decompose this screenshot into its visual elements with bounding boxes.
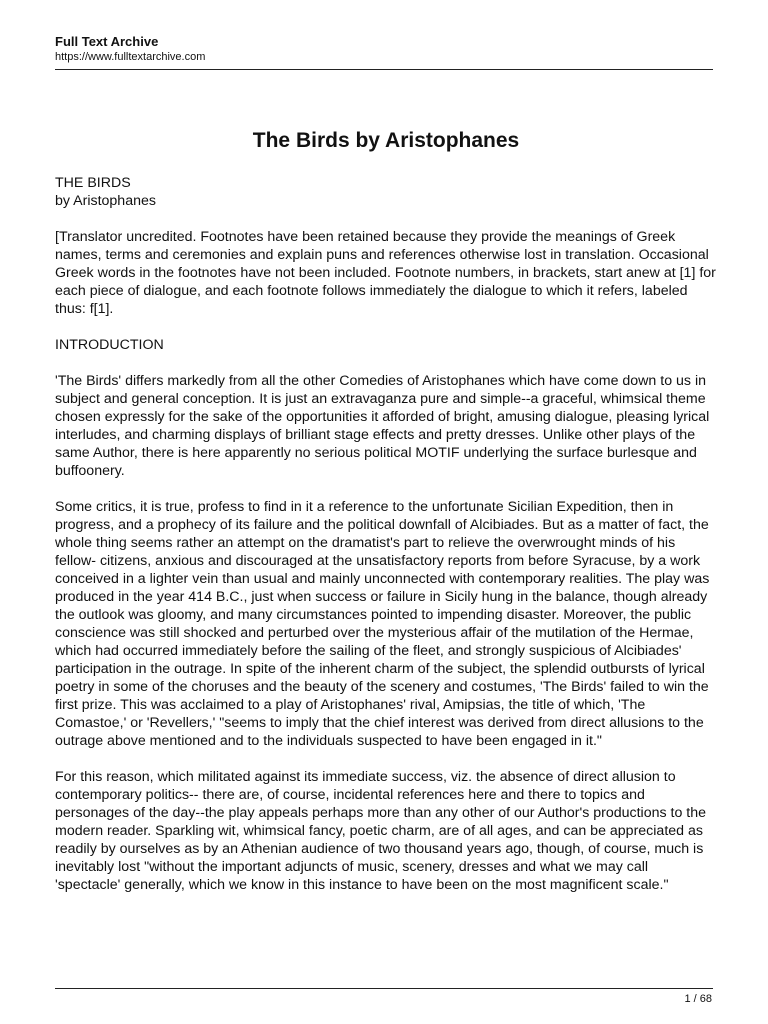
heading-line-title: THE BIRDS xyxy=(55,175,131,191)
site-url[interactable]: https://www.fulltextarchive.com xyxy=(55,51,206,63)
header-divider xyxy=(55,69,713,70)
paragraph-intro-2: Some critics, it is true, profess to find in it a reference to the unfortunate Sicilian Expedition, then in progress, and a prophecy of its failure and the political downfall of Alcibiades. But as a matter of fact, the whole thing seems rather an attempt on the dramatist's part to relieve the overwrought minds of his fellow- citizens, anxious and discouraged at the unsatisfactory reports from before Syracuse, by a work conceived in a lighter vein than usual and mainly unconnected with contemporary realities. The play was produced in the year 414 B.C., just when success or failure in Sicily hung in the balance, though already the outlook was gloomy, and many circumstances pointed to impending disaster. Moreover, the public conscience was still shocked and perturbed over the mysterious affair of the mutilation of the Hermae, which had occurred immediately before the sailing of the fleet, and strongly suspicious of Alcibiades' participation in the outrage. In spite of the inherent charm of the subject, the splendid outbursts of lyrical poetry in some of the choruses and the beauty of the scenery and costumes, 'The Birds' failed to win the first prize. This was acclaimed to a play of Aristophanes' rival, Amipsias, the title of which, 'The Comastoe,' or 'Revellers,' "seems to imply that the chief interest was derived from direct allusions to the outrage above mentioned and to the individuals suspected to have been engaged in it." xyxy=(55,499,710,749)
page-number: 1 / 68 xyxy=(684,993,712,1005)
document-body xyxy=(55,128,717,912)
section-heading-introduction: INTRODUCTION xyxy=(55,337,164,353)
heading-line-author: by Aristophanes xyxy=(55,193,156,209)
document-heading xyxy=(55,174,717,210)
paragraph-intro-3: For this reason, which militated against its immediate success, viz. the absence of direct allusion to contemporary politics-- there are, of course, incidental references here and there to topics and personages of the day--the play appeals perhaps more than any other of our Author's productions to the modern reader. Sparkling wit, whimsical fancy, poetic charm, are of all ages, and can be appreciated as readily by ourselves as by an Athenian audience of two thousand years ago, though, of course, much is inevitably lost "without the important adjuncts of music, scenery, dresses and what we may call 'spectacle' generally, which we know in this instance to have been on the most magnificent scale." xyxy=(55,769,707,893)
site-name: Full Text Archive xyxy=(55,34,159,49)
page-header xyxy=(55,34,713,64)
paragraph-translator-note: [Translator uncredited. Footnotes have been retained because they provide the meanings of Greek names, terms and ceremonies and explain puns and references otherwise lost in translation. Occasional Greek words in the footnotes have not been included. Footnote numbers, in brackets, start anew at [1] for each piece of dialogue, and each footnote follows immediately the dialogue to which it refers, labeled thus: f[1]. xyxy=(55,229,716,317)
paragraph-intro-1: 'The Birds' differs markedly from all the other Comedies of Aristophanes which have come down to us in subject and general conception. It is just an extravaganza pure and simple--a graceful, whimsical theme chosen expressly for the sake of the opportunities it afforded of bright, amusing dialogue, pleasing lyrical interludes, and charming displays of brilliant stage effects and pretty dresses. Unlike other plays of the same Author, there is here apparently no serious political MOTIF underlying the surface burlesque and buffoonery. xyxy=(55,373,710,479)
footer-divider xyxy=(55,988,713,989)
document-title: The Birds by Aristophanes xyxy=(252,129,520,152)
